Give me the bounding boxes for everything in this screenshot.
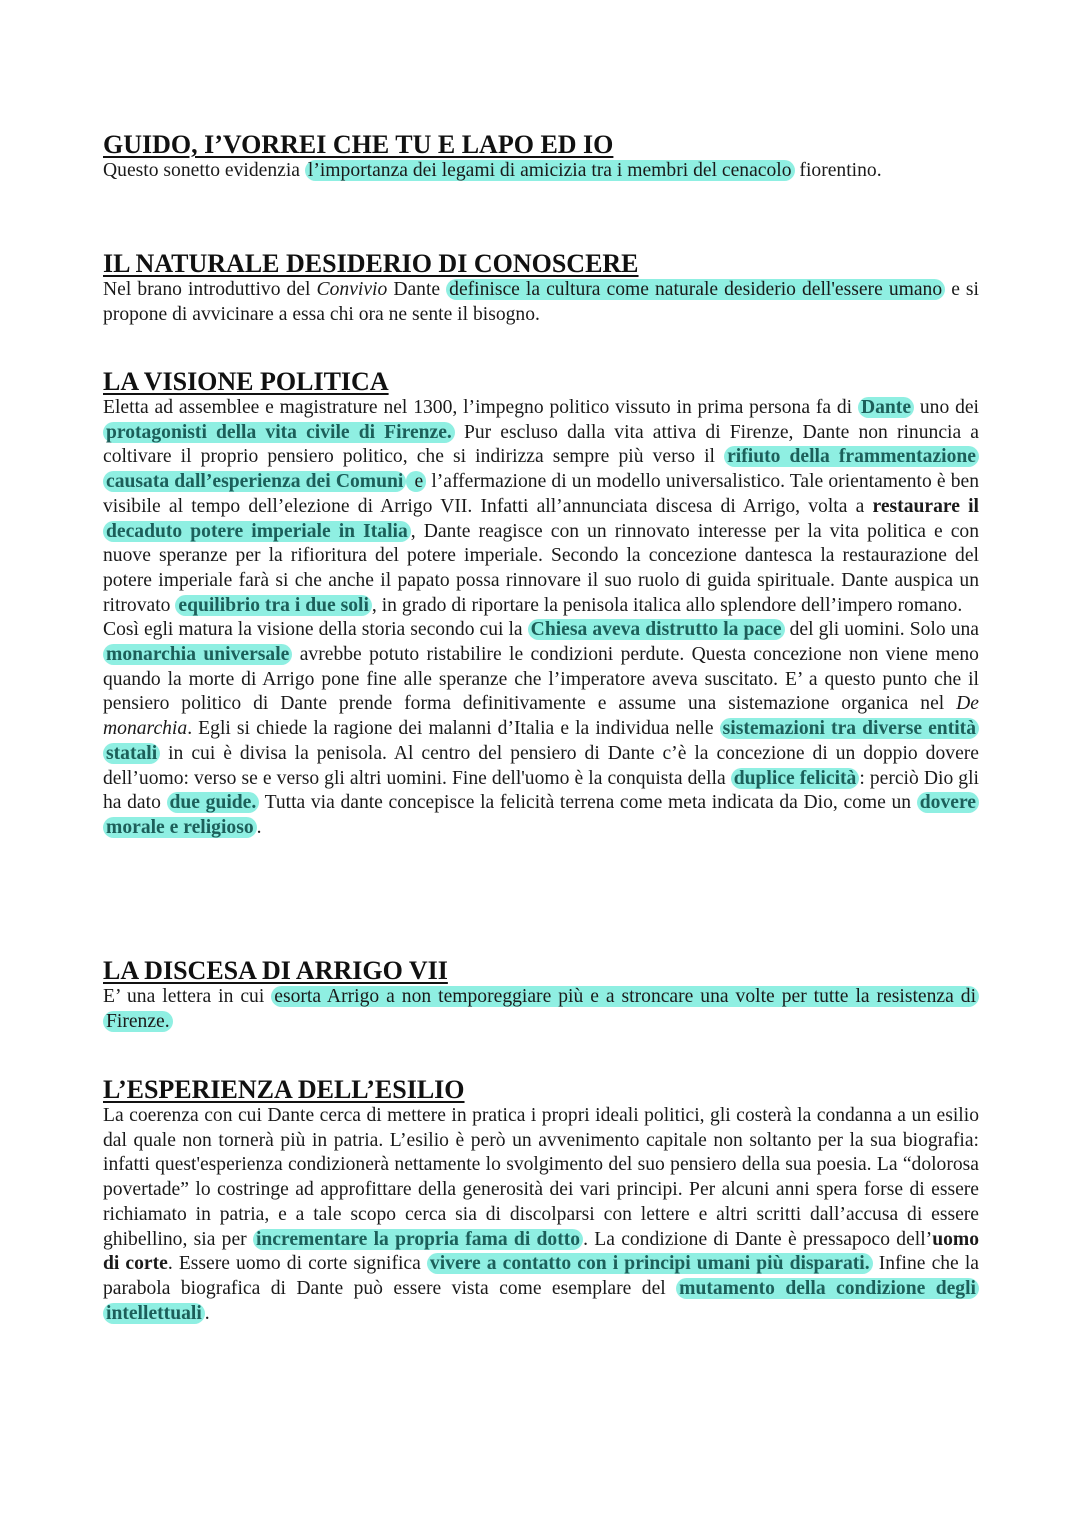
section-title: IL NATURALE DESIDERIO DI CONOSCERE: [103, 249, 639, 278]
text: E’ una lettera in cui: [103, 986, 272, 1007]
section-body: [103, 1104, 979, 1326]
section-visione-politica: [103, 368, 979, 841]
highlight: duplice felicità: [731, 768, 860, 789]
section-title: LA DISCESA DI ARRIGO VII: [103, 956, 448, 985]
highlight: e: [406, 471, 426, 492]
bold-text: restaurare il: [872, 495, 980, 517]
highlight: mutamento della condizione degli intellettuali: [103, 1278, 979, 1324]
highlight: definisce la cultura come naturale desiderio dell'essere umano: [446, 279, 945, 300]
text: , Dante reagisce con un rinnovato interesse per la vita politica e con nuove speranze per la rifioritura del potere imperiale. Secondo la concezione dantesca la restaurazione del potere imperiale farà si che anche il papato possa rinnovare il suo ruolo di guida spirituale. Dante auspica un ritrovato: [103, 520, 979, 616]
text: fiorentino.: [794, 160, 882, 181]
highlight: dovere morale e religioso: [103, 792, 979, 838]
text: e si propone di avvicinare a essa chi ora ne sente il bisogno.: [103, 279, 979, 325]
highlight: due guide.: [167, 792, 260, 813]
highlight: vivere a contatto con i principi umani più disparati.: [427, 1253, 873, 1274]
highlight: decaduto potere imperiale in Italia: [103, 521, 411, 542]
text: Pur escluso dalla vita attiva di Firenze, Dante non rinuncia a coltivare il proprio pensiero politico, che si indirizza sempre più verso il: [103, 421, 979, 468]
section-title: GUIDO, I’VORREI CHE TU E LAPO ED IO: [103, 130, 614, 159]
bold-text: uomo di corte: [103, 1228, 980, 1275]
text: : perciò Dio gli ha dato: [103, 767, 979, 814]
text: .: [204, 1302, 210, 1324]
text: in cui è divisa la penisola. Al centro del pensiero di Dante c’è la concezione di un doppio dovere dell’uomo: verso se e verso gli altri uomini. Fine dell'uomo è la conquista della: [103, 742, 979, 789]
highlight: l’importanza dei legami di amicizia tra i membri del cenacolo: [305, 160, 795, 181]
text: .: [256, 816, 262, 838]
highlight: rifiuto della frammentazione causata dall’esperienza dei Comuni: [103, 446, 979, 492]
section-body: [103, 985, 979, 1034]
italic-title: Convivio: [316, 279, 388, 300]
text: Dante: [387, 279, 447, 300]
italic-title: De monarchia: [103, 693, 979, 740]
text: . Essere uomo di corte significa: [167, 1253, 427, 1275]
text: . La condizione di Dante è pressapoco dell’: [583, 1228, 933, 1250]
text: , in grado di riportare la penisola italica allo splendore dell’impero romano.: [371, 594, 963, 616]
text: l’affermazione di un modello universalistico. Tale orientamento è ben visibile al tempo dell’elezione di Arrigo VII. Infatti all’annunciata discesa di Arrigo, volta a: [103, 471, 980, 517]
text: uno dei: [914, 397, 980, 418]
section-guido: [103, 131, 979, 184]
highlight: Dante: [858, 397, 914, 418]
section-desiderio: [103, 250, 979, 327]
text: Nel brano introduttivo del: [103, 279, 317, 300]
section-body: [103, 159, 979, 184]
highlight: incrementare la propria fama di dotto: [253, 1229, 583, 1250]
highlight: sistemazioni tra diverse entità statali: [103, 718, 979, 764]
highlight: monarchia universale: [103, 644, 292, 665]
highlight: equilibrio tra i due soli: [175, 595, 372, 616]
text: del gli uomini. Solo una: [784, 619, 979, 641]
text: Infine che la parabola biografica di Dante può essere vista come esemplare del: [103, 1253, 979, 1299]
section-title: LA VISIONE POLITICA: [103, 367, 389, 396]
text: avrebbe potuto ristabilire le condizioni perdute. Questa concezione non viene meno quando la morte di Arrigo pone fine alle speranze che l’imperatore aveva suscitato. E’ a questo punto che il pensiero politico di Dante prende forma definitivamente e assume una sistemazione organica nel: [103, 644, 979, 715]
section-esilio: [103, 1076, 979, 1326]
section-title: L’ESPERIENZA DELL’ESILIO: [103, 1075, 465, 1104]
text: Questo sonetto evidenzia: [103, 160, 305, 181]
text: Eletta ad assemblee e magistrature nel 1300, l’impegno politico vissuto in prima persona fa di: [103, 397, 858, 418]
text: . Egli si chiede la ragione dei malanni d’Italia e la individua nelle: [187, 718, 720, 740]
text: Così egli matura la visione della storia secondo cui la: [103, 619, 528, 641]
section-discesa-arrigo: [103, 957, 979, 1034]
paragraph-1: [103, 396, 979, 618]
highlight: protagonisti della vita civile di Firenze.: [103, 422, 455, 443]
highlight: Chiesa aveva distrutto la pace: [528, 619, 785, 640]
section-body: [103, 278, 979, 327]
paragraph-2: [103, 618, 979, 840]
text: La coerenza con cui Dante cerca di mettere in pratica i propri ideali politici, gli costerà la condanna a un esilio dal quale non tornerà più in patria. L’esilio è però un avvenimento capitale non soltanto per la sua biografia: infatti quest'esperienza condizionerà nettamente lo svolgimento del suo pensiero della sua poesia. La “dolorosa povertade” lo costringe ad approfittare della generosità dei vari principi. Per alcuni anni spera forse di essere richiamato in patria, e a tale scopo cerca sia di discolparsi con lettere e altri scritti dall’accusa di essere ghibellino, sia per: [103, 1105, 979, 1250]
highlight: esorta Arrigo a non temporeggiare più e a stroncare una volte per tutte la resistenza di Firenze.: [103, 986, 979, 1032]
text: Tutta via dante concepisce la felicità terrena come meta indicata da Dio, come un: [259, 792, 917, 814]
